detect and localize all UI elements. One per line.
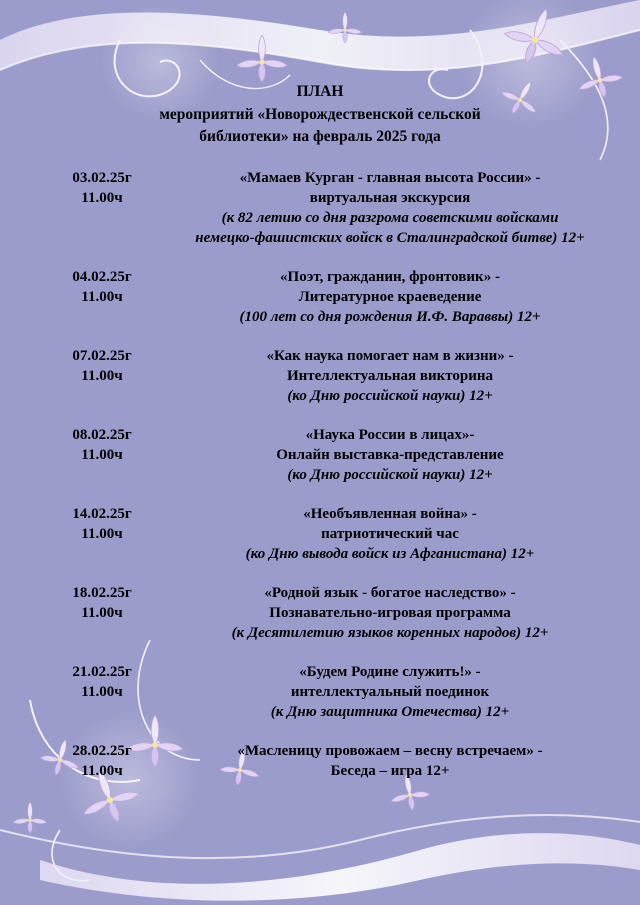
event-note: (100 лет со дня рождения И.Ф. Вараввы) 12+	[239, 309, 541, 325]
plan-subtitle-line2: библиотеки» на февраль 2025 года	[199, 128, 441, 145]
event-time: 11.00ч	[81, 526, 123, 542]
event-title: «Наука России в лицах»-	[305, 427, 475, 443]
plan-subtitle-line1: мероприятий «Новорождественской сельской	[159, 106, 481, 123]
event-date: 18.02.25г	[72, 585, 132, 601]
event-format: Познавательно-игровая программа	[269, 605, 511, 621]
event-format: Литературное краеведение	[298, 289, 482, 305]
event-format: патриотический час	[321, 526, 459, 542]
event-note: (к 82 летию со дня разгрома советскими войсками	[221, 210, 559, 226]
event-time: 11.00ч	[81, 190, 123, 206]
event-format: интеллектуальный поединок	[290, 684, 490, 700]
event-date: 21.02.25г	[72, 664, 132, 680]
event-date: 28.02.25г	[72, 743, 132, 759]
event-title: «Родной язык - богатое наследство» -	[264, 585, 516, 601]
event-note: (ко Дню российской науки) 12+	[287, 388, 493, 404]
event-time: 11.00ч	[81, 289, 123, 305]
event-format: виртуальная экскурсия	[309, 190, 471, 206]
event-note: немецко-фашистских войск в Сталинградской битве) 12+	[195, 230, 585, 246]
event-note: (ко Дню вывода войск из Афганистана) 12+	[245, 546, 535, 562]
plan-heading: ПЛАН	[296, 83, 344, 100]
event-title: «Будем Родине служить!» -	[299, 664, 481, 680]
event-time: 11.00ч	[81, 605, 123, 621]
event-time: 11.00ч	[81, 368, 123, 384]
event-title: «Поэт, гражданин, фронтовик» -	[280, 269, 500, 285]
event-title: «Как наука помогает нам в жизни» -	[266, 348, 514, 364]
event-date: 03.02.25г	[72, 170, 132, 186]
event-title: «Масленицу провожаем – весну встречаем» -	[237, 743, 543, 759]
event-format: Онлайн выставка-представление	[276, 447, 504, 463]
event-time: 11.00ч	[81, 763, 123, 779]
event-title: «Необъявленная война» -	[303, 506, 477, 522]
event-date: 07.02.25г	[72, 348, 132, 364]
event-note: (к Дню защитника Отечества) 12+	[270, 704, 510, 720]
event-date: 04.02.25г	[72, 269, 132, 285]
event-format: Беседа – игра 12+	[330, 763, 450, 779]
event-time: 11.00ч	[81, 684, 123, 700]
event-note: (к Десятилетию языков коренных народов) 12+	[231, 625, 549, 641]
event-note: (ко Дню российской науки) 12+	[287, 467, 493, 483]
event-format: Интеллектуальная викторина	[286, 368, 494, 384]
event-date: 14.02.25г	[72, 506, 132, 522]
event-time: 11.00ч	[81, 447, 123, 463]
event-title: «Мамаев Курган - главная высота России» -	[239, 170, 541, 186]
event-date: 08.02.25г	[72, 427, 132, 443]
